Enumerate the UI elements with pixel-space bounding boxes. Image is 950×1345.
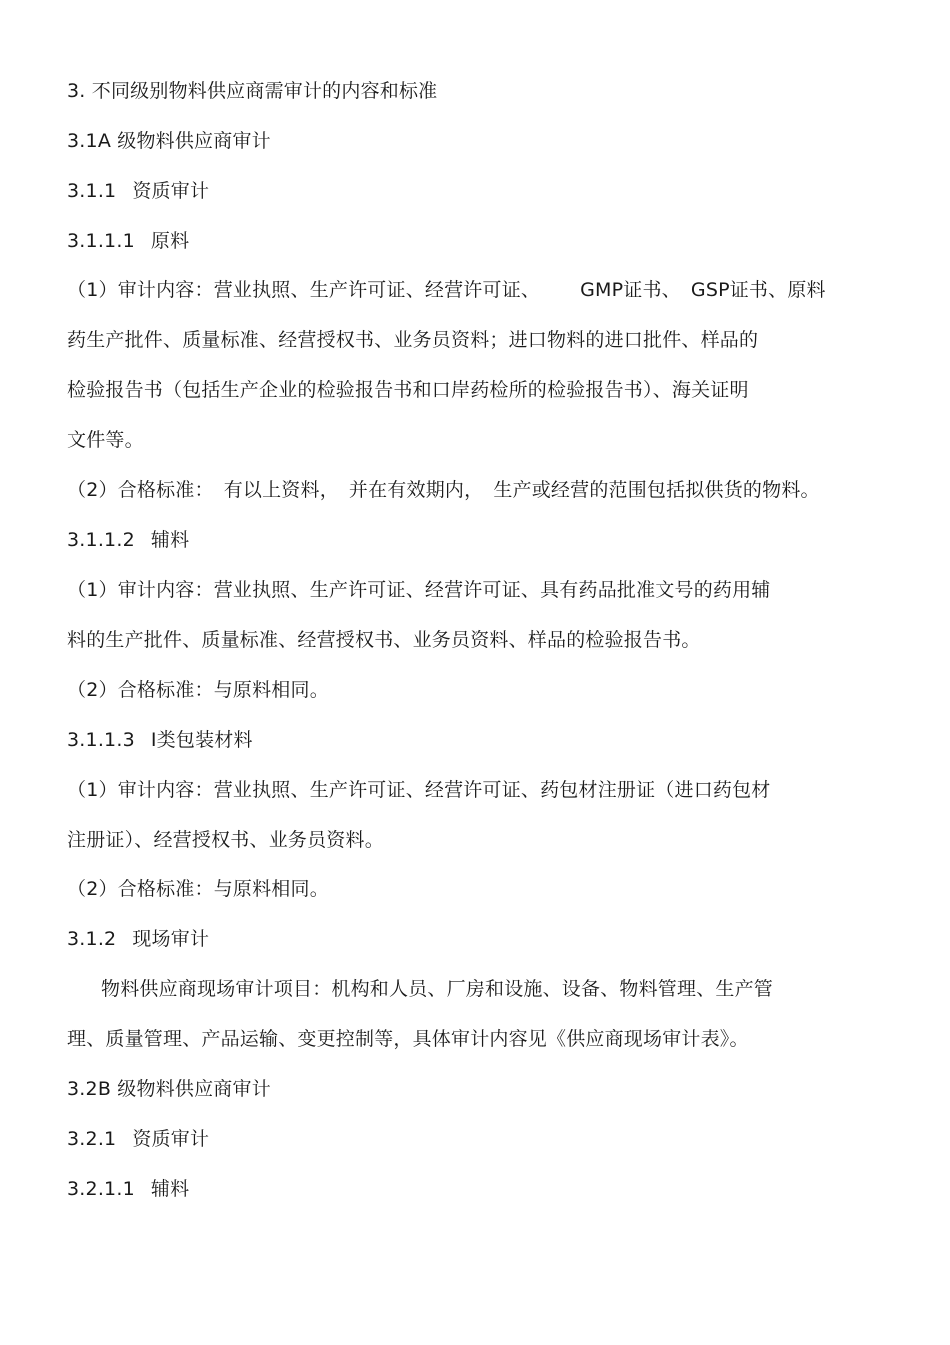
raw-material-audit-line-4: 文件等。 (67, 429, 144, 451)
gmp-label: GMP (580, 279, 624, 301)
gsp-label: GSP (690, 279, 730, 301)
standard-part-1: 有以上资料， (223, 479, 339, 501)
excipient-audit-line-1: （1）审计内容：营业执照、生产许可证、经营许可证、具有药品批准文号的药用辅 (67, 579, 771, 601)
heading-number: 3.1.1.1 (67, 230, 135, 252)
excipient-audit-line-2: 料的生产批件、质量标准、经营授权书、业务员资料、样品的检验报告书。 (67, 629, 701, 651)
onsite-audit-line-1: 物料供应商现场审计项目：机构和人员、厂房和设施、设备、物料管理、生产管 (101, 978, 774, 1000)
section-heading-3-1-1-2 (67, 527, 189, 553)
heading-text: 资质审计 (132, 180, 210, 202)
raw-material-audit-line-2: 药生产批件、质量标准、经营授权书、业务员资料；进口物料的进口批件、样品的 (67, 329, 759, 351)
heading-number: 3.1.1.3 (67, 729, 135, 751)
gmp-tail: 证书、 (623, 279, 681, 301)
section-heading-3-2-1-1 (67, 1176, 189, 1202)
section-heading-3-2-1 (67, 1126, 209, 1152)
raw-material-audit-line-3: 检验报告书（包括生产企业的检验报告书和口岸药检所的检验报告书）、海关证明 (67, 379, 749, 401)
section-heading-3-1-1-3 (67, 727, 253, 753)
audit-content-prefix: （1）审计内容：营业执照、生产许可证、经营许可证、 (67, 279, 541, 301)
raw-material-standard (67, 477, 820, 503)
heading-number: 3.1.2 (67, 928, 117, 950)
onsite-audit-line-2: 理、质量管理、产品运输、变更控制等，具体审计内容见《供应商现场审计表》。 (67, 1028, 749, 1050)
heading-number: 3.2.1 (67, 1128, 117, 1150)
heading-text: 现场审计 (132, 928, 210, 950)
section-heading-3-1-1-1 (67, 228, 189, 254)
section-heading-3-1-1 (67, 178, 209, 204)
section-heading-3-1: 3.1A 级物料供应商审计 (67, 130, 271, 152)
standard-part-2: 并在有效期内， (348, 479, 484, 501)
standard-label: （2）合格标准： (67, 479, 214, 501)
gsp-tail: 证书、原料 (729, 279, 826, 301)
packaging-audit-line-2: 注册证）、经营授权书、业务员资料。 (67, 829, 384, 851)
heading-text: 辅料 (150, 1178, 190, 1200)
heading-text: 资质审计 (132, 1128, 210, 1150)
heading-number: 3.1.1.2 (67, 529, 135, 551)
raw-material-audit-line-1 (67, 277, 826, 303)
excipient-standard: （2）合格标准：与原料相同。 (67, 679, 329, 701)
heading-number: 3.1.1 (67, 180, 117, 202)
heading-number: 3.2.1.1 (67, 1178, 135, 1200)
standard-part-3: 生产或经营的范围包括拟供货的物料。 (493, 479, 820, 501)
section-heading-3-2: 3.2B 级物料供应商审计 (67, 1078, 271, 1100)
heading-text: 辅料 (150, 529, 190, 551)
packaging-standard: （2）合格标准：与原料相同。 (67, 878, 329, 900)
heading-text: 原料 (150, 230, 190, 252)
packaging-audit-line-1: （1）审计内容：营业执照、生产许可证、经营许可证、药包材注册证（进口药包材 (67, 779, 771, 801)
section-heading-3-1-2 (67, 926, 209, 952)
section-heading-3: 3. 不同级别物料供应商需审计的内容和标准 (67, 80, 438, 102)
heading-text: Ⅰ类包装材料 (150, 729, 253, 751)
